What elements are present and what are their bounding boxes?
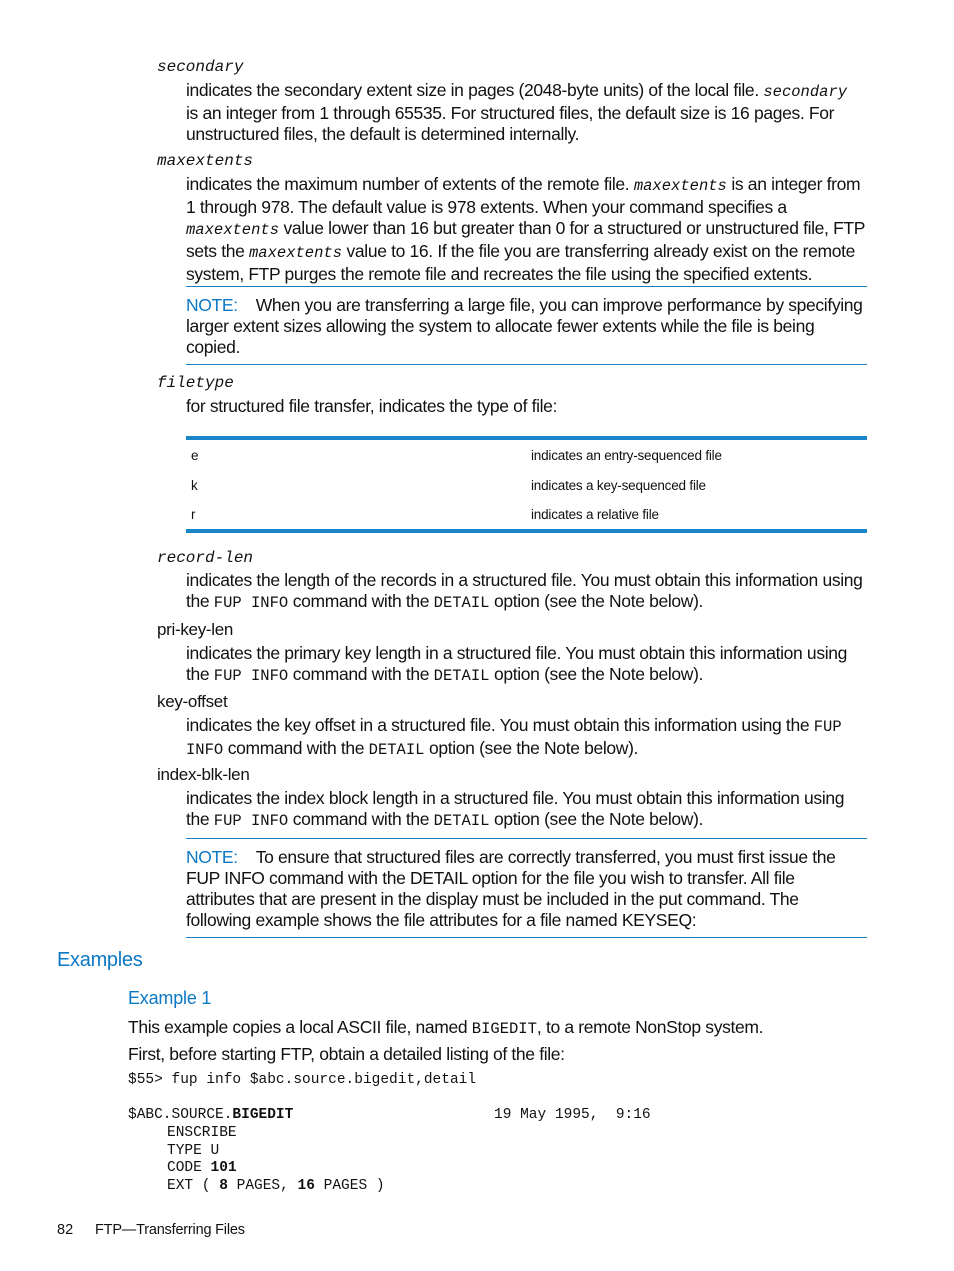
code-command: $55> fup info $abc.source.bigedit,detail xyxy=(128,1072,477,1088)
param-term-filetype: filetype xyxy=(157,374,234,392)
table-row xyxy=(186,440,867,470)
note-label: NOTE: xyxy=(186,847,238,867)
table-cell-meaning: indicates an entry-sequenced file xyxy=(531,448,722,463)
page-number: 82 xyxy=(57,1222,74,1238)
param-term-pri-key-len: pri-key-len xyxy=(157,620,234,639)
param-desc-maxextents: indicates the maximum number of extents of the remote file. maxextents is an integer from 1 through 978. The default value is 978 extents. When your command specifies a maxextents value lower than 16 but greater than 0 for a structured or unstructured file, FTP sets the maxextents value to 16. If the file you are transferring already exist on the remote system, FTP purges the remote file and recreates the file using the specified extents. xyxy=(186,174,865,284)
table-cell-code: e xyxy=(191,448,199,463)
param-term-index-blk-len: index-blk-len xyxy=(157,765,250,784)
param-desc-record-len: indicates the length of the records in a structured file. You must obtain this information using the FUP INFO command with the DETAIL option (see the Note below). xyxy=(186,570,863,612)
param-term-maxextents: maxextents xyxy=(157,152,254,170)
table-row xyxy=(186,470,867,500)
param-term-key-offset: key-offset xyxy=(157,692,228,711)
param-desc-index-blk-len: indicates the index block length in a structured file. You must obtain this information using the FUP INFO command with the DETAIL option (see the Note below). xyxy=(186,788,845,830)
note-large-file: NOTE: When you are transferring a large file, you can improve performance by specifying larger extent sizes allowing the system to allocate fewer extents while the file is being copied. xyxy=(186,286,867,365)
table-row xyxy=(186,499,867,529)
param-term-record-len: record-len xyxy=(157,549,254,567)
param-desc-key-offset: indicates the key offset in a structured file. You must obtain this information using the FUP INFO command with the DETAIL option (see the Note below). xyxy=(186,715,842,759)
code-output-header: $ABC.SOURCE.BIGEDIT xyxy=(128,1107,294,1123)
table-cell-meaning: indicates a key-sequenced file xyxy=(531,477,706,493)
code-output-line: CODE 101 xyxy=(167,1160,237,1176)
code-output-date: 19 May 1995, 9:16 xyxy=(494,1107,651,1123)
param-desc-pri-key-len: indicates the primary key length in a structured file. You must obtain this information using the FUP INFO command with the DETAIL option (see the Note below). xyxy=(186,643,848,685)
table-cell-code: k xyxy=(191,477,198,493)
example-paragraph: This example copies a local ASCII file, named BIGEDIT, to a remote NonStop system. xyxy=(128,1017,764,1038)
filetype-table xyxy=(186,436,867,533)
subsection-heading-example-1: Example 1 xyxy=(128,988,212,1008)
param-desc-secondary: indicates the secondary extent size in pages (2048-byte units) of the local file. secondary is an integer from 1 through 65535. For structured files, the default size is 16 pages. For unstructured files, the default is determined internally. xyxy=(186,80,848,144)
param-term-secondary: secondary xyxy=(157,58,244,76)
code-output-line: EXT ( 8 PAGES, 16 PAGES ) xyxy=(167,1178,385,1194)
running-footer-title: FTP—Transferring Files xyxy=(95,1222,245,1238)
param-desc-filetype: for structured file transfer, indicates the type of file: xyxy=(186,396,558,416)
table-cell-code: r xyxy=(191,507,196,522)
note-label: NOTE: xyxy=(186,295,238,315)
table-cell-meaning: indicates a relative file xyxy=(531,507,659,522)
example-paragraph: First, before starting FTP, obtain a detailed listing of the file: xyxy=(128,1044,565,1064)
code-output-line: ENSCRIBE xyxy=(167,1125,237,1141)
note-structured-files: NOTE: To ensure that structured files are correctly transferred, you must first issue the FUP INFO command with the DETAIL option for the file you wish to transfer. All file attributes that are present in the display must be included in the put command. The following example shows the file attributes for a file named KEYSEQ: xyxy=(186,838,867,938)
section-heading-examples: Examples xyxy=(57,949,143,971)
code-output-line: TYPE U xyxy=(167,1143,220,1159)
